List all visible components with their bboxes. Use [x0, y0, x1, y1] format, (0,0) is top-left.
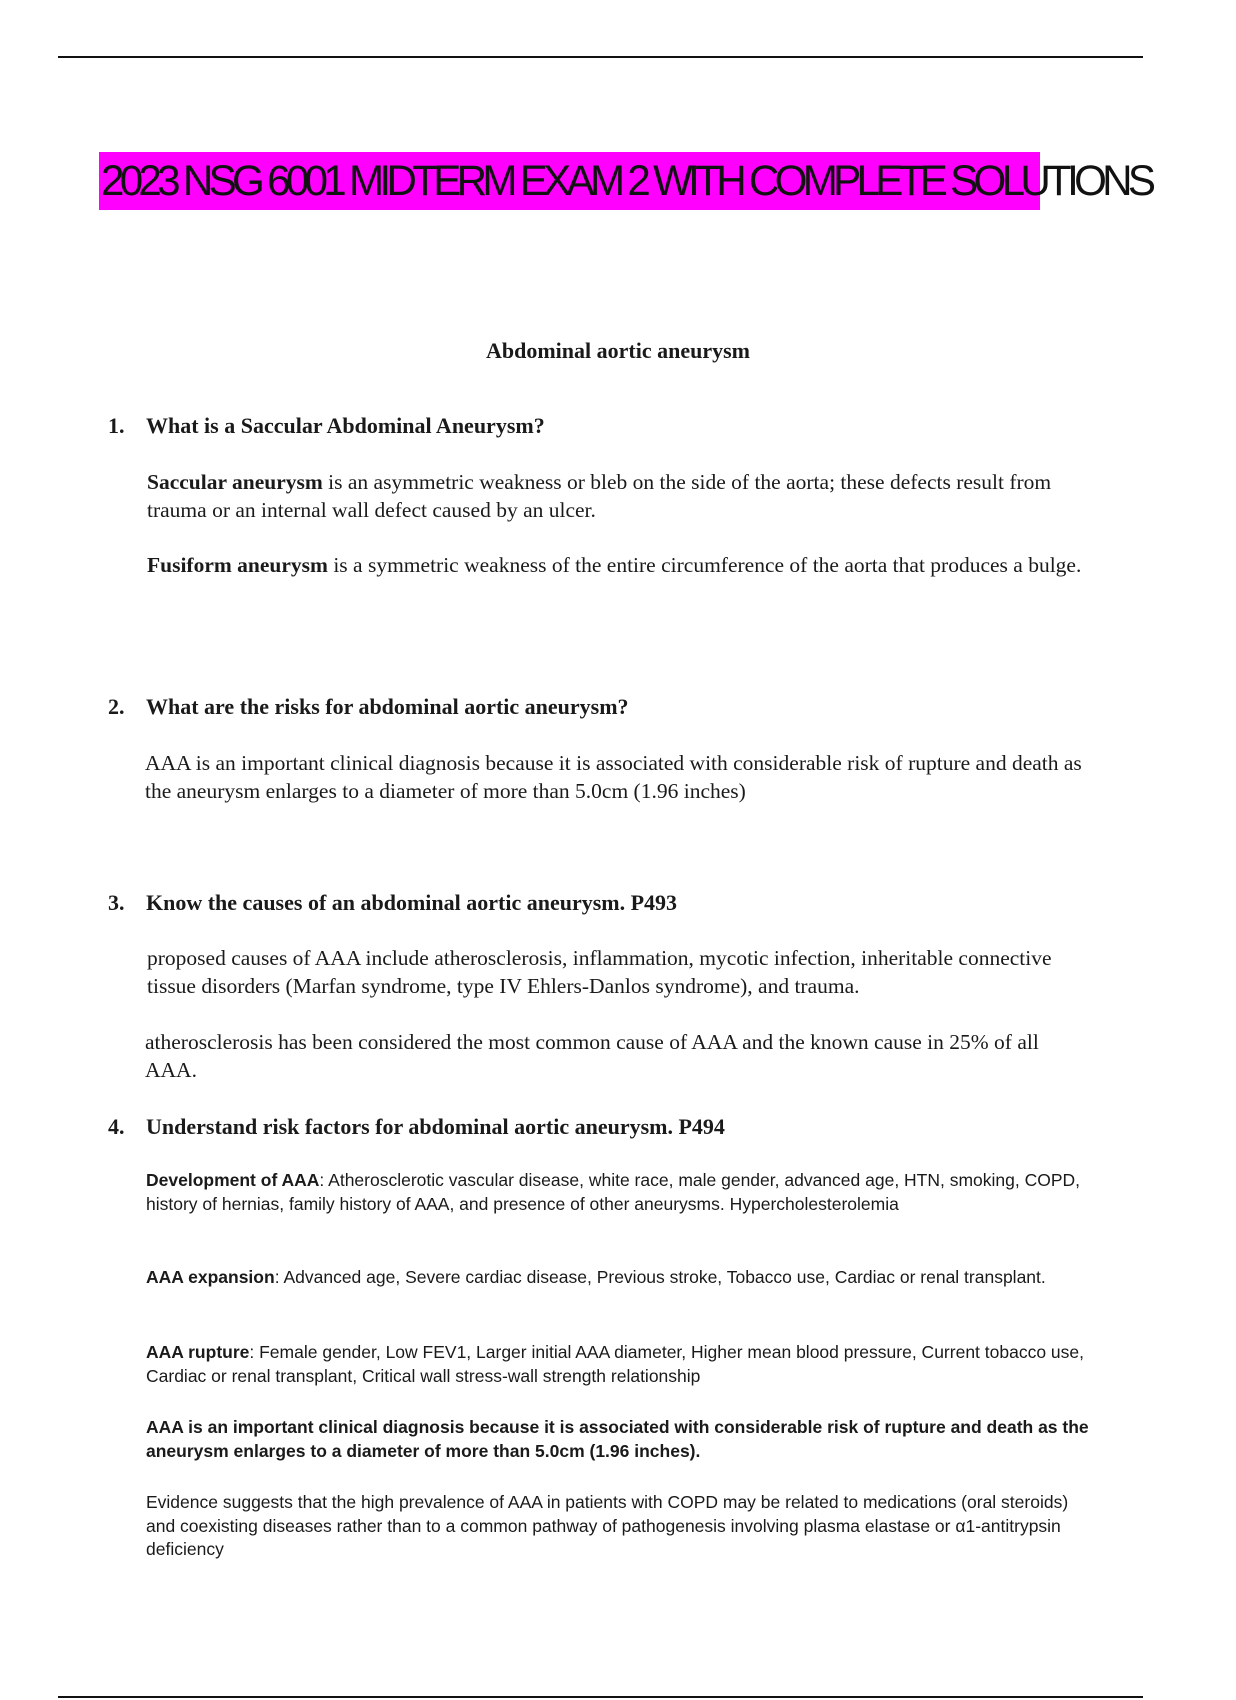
question-2 — [108, 694, 629, 720]
answer-text: is an asymmetric weakness or bleb on the side of the aorta; these defects result from trauma or an internal wall defect caused by an ulcer. — [147, 470, 1052, 522]
causes-answer-1: proposed causes of AAA include atherosclerosis, inflammation, mycotic infection, inheritable connective tissue disorders (Marfan syndrome, type IV Ehlers-Danlos syndrome), and trauma. — [147, 946, 1052, 998]
expansion-factors — [146, 1266, 1096, 1290]
fusiform-answer — [147, 551, 1087, 579]
question-number: 2. — [108, 694, 125, 719]
saccular-answer — [147, 468, 1087, 524]
risks-answer: AAA is an important clinical diagnosis because it is associated with considerable risk of rupture and death as the aneurysm enlarges to a diameter of more than 5.0cm (1.96 inches) — [145, 751, 1082, 803]
question-number: 4. — [108, 1114, 125, 1139]
factor-term: Development of AAA — [146, 1170, 320, 1190]
factor-text: : Atherosclerotic vascular disease, white race, male gender, advanced age, HTN, smoking, COPD, history of hernias, family history of AAA, and presence of other aneurysms. Hypercholesterolemia — [146, 1170, 1081, 1214]
rupture-factors — [146, 1341, 1096, 1388]
factor-term: AAA expansion — [146, 1267, 275, 1287]
answer-text: is a symmetric weakness of the entire circumference of the aorta that produces a bulge. — [327, 553, 1082, 577]
answer-term: Fusiform aneurysm — [147, 553, 328, 577]
important-note: AAA is an important clinical diagnosis because it is associated with considerable risk of rupture and death as the aneurysm enlarges to a diameter of more than 5.0cm (1.96 inches). — [146, 1417, 1089, 1461]
question-3 — [108, 890, 677, 916]
question-text: Understand risk factors for abdominal aortic aneurysm. P494 — [146, 1114, 725, 1139]
bottom-rule — [58, 1696, 1143, 1698]
question-4 — [108, 1114, 725, 1140]
question-1 — [108, 413, 545, 439]
banner-title: 2023 NSG 6001 MIDTERM EXAM 2 WITH COMPLETE SOLUTIONS — [100, 156, 1152, 205]
question-text: What are the risks for abdominal aortic aneurysm? — [146, 694, 629, 719]
question-text: Know the causes of an abdominal aortic aneurysm. P493 — [146, 890, 678, 915]
question-text: What is a Saccular Abdominal Aneurysm? — [146, 413, 545, 438]
factor-text: : Female gender, Low FEV1, Larger initial AAA diameter, Higher mean blood pressure, Current tobacco use, Cardiac or renal transplant, Critical wall stress-wall strength relationship — [146, 1342, 1085, 1386]
evidence-note: Evidence suggests that the high prevalence of AAA in patients with COPD may be related to medications (oral steroids) and coexisting diseases rather than to a common pathway of pathogenesis involving plasma elastase or α1-antitrypsin deficiency — [146, 1492, 1069, 1559]
factor-text: : Advanced age, Severe cardiac disease, Previous stroke, Tobacco use, Cardiac or renal transplant. — [274, 1267, 1046, 1287]
title-banner — [99, 152, 1152, 210]
answer-term: Saccular aneurysm — [147, 470, 323, 494]
document-heading: Abdominal aortic aneurysm — [486, 338, 750, 363]
top-rule — [58, 56, 1143, 58]
factor-term: AAA rupture — [146, 1342, 250, 1362]
causes-answer-2: atherosclerosis has been considered the most common cause of AAA and the known cause in 25% of all AAA. — [145, 1030, 1039, 1082]
development-factors — [146, 1169, 1096, 1216]
question-number: 1. — [108, 413, 125, 438]
question-number: 3. — [108, 890, 125, 915]
